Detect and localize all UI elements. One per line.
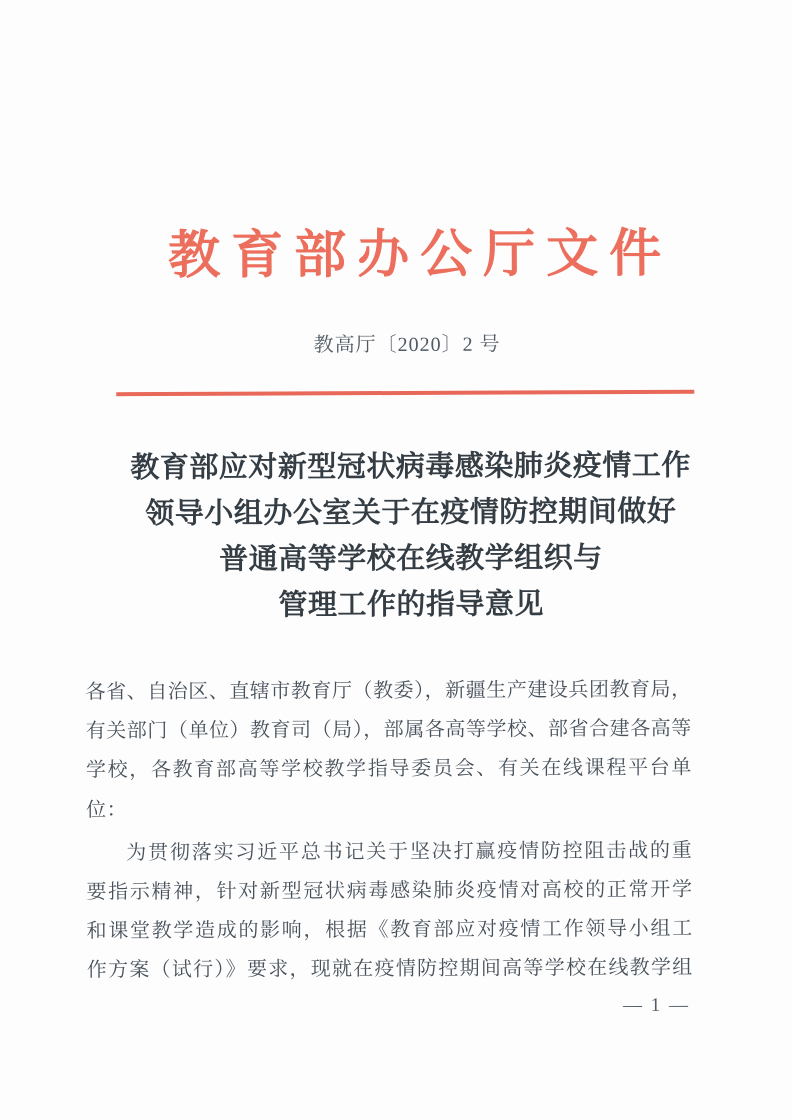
- document-body: [85, 671, 692, 991]
- salutation-line-2: 有关部门（单位）教育司（局），部属各高等学校、部省合建各高等: [85, 717, 692, 743]
- issuing-agency-masthead: 教育部办公厅文件: [168, 225, 673, 285]
- document-reference-number: 教高厅〔2020〕2 号: [313, 333, 501, 357]
- title-line-4: 管理工作的指导意见: [278, 588, 545, 622]
- salutation-line-4: 位：: [86, 798, 128, 821]
- document-title: [29, 442, 792, 629]
- red-divider-rule: [116, 390, 694, 397]
- salutation-line-3: 学校，各教育部高等学校教学指导委员会、有关在线课程平台单: [85, 757, 692, 782]
- title-line-1: 教育部应对新型冠状病毒感染肺炎疫情工作: [130, 449, 691, 485]
- salutation: [85, 671, 692, 830]
- page-number: — 1 —: [622, 994, 690, 1017]
- title-line-2: 领导小组办公室关于在疫情防控期间做好: [145, 495, 677, 531]
- opening-paragraph: [86, 832, 693, 991]
- paragraph-line-2: 要指示精神，针对新型冠状病毒感染肺炎疫情对高校的正常开学: [86, 878, 693, 904]
- paragraph-line-1: 为贯彻落实习近平总书记关于坚决打赢疫情防控阻击战的重: [126, 839, 693, 864]
- paragraph-line-3: 和课堂教学造成的影响，根据《教育部应对疫情工作领导小组工: [86, 917, 693, 943]
- paragraph-line-4: 作方案（试行）》要求，现就在疫情防控期间高等学校在线教学组: [86, 957, 693, 982]
- salutation-line-1: 各省、自治区、直辖市教育厅（教委），新疆生产建设兵团教育局，: [85, 678, 692, 704]
- title-line-3: 普通高等学校在线教学组织与: [219, 542, 603, 576]
